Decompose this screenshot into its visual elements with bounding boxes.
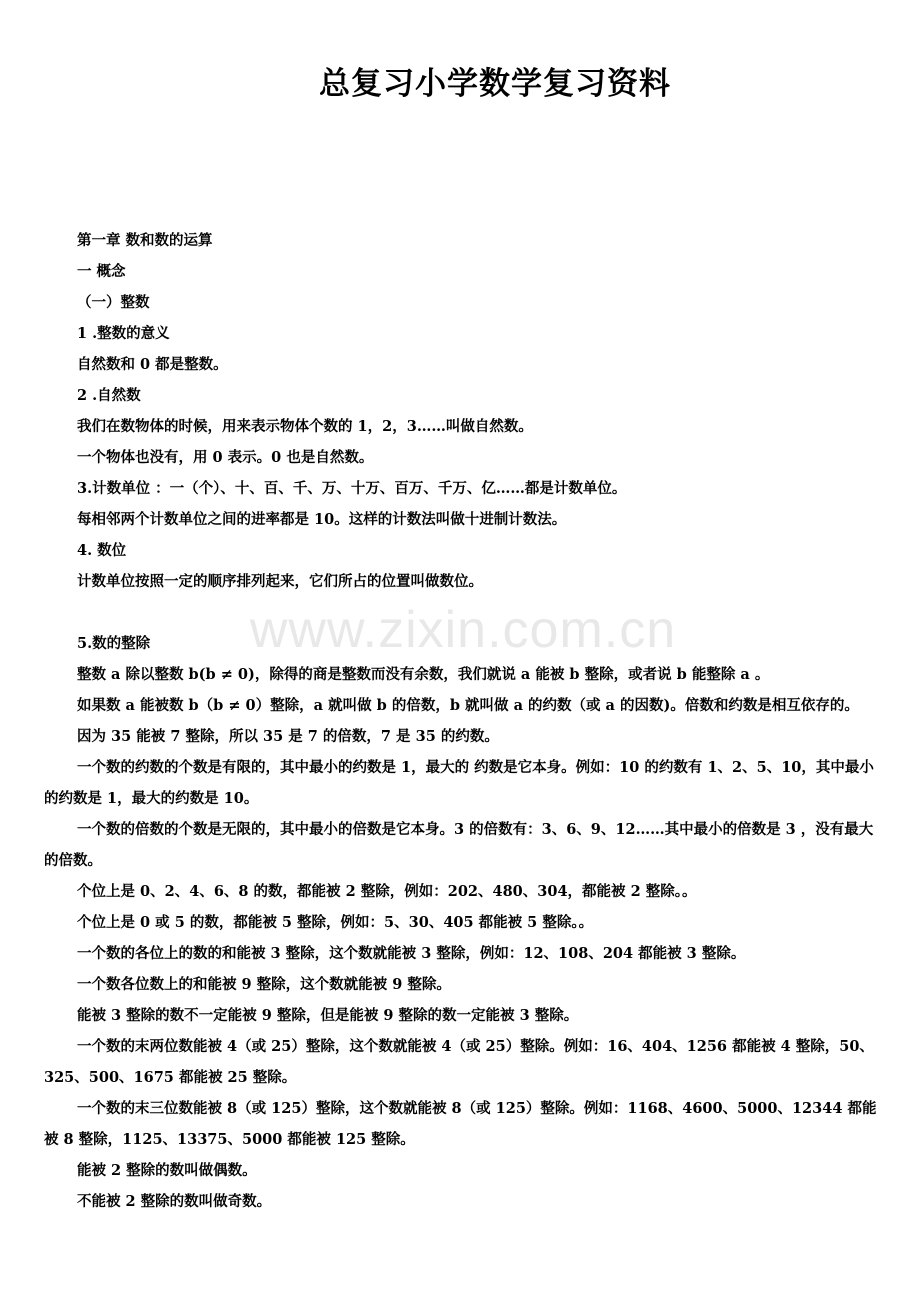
paragraph: 一个数的倍数的个数是无限的，其中最小的倍数是它本身。3 的倍数有：3、6、9、12……其中最小的倍数是 3 ，没有最大的倍数。 [44, 821, 874, 869]
text-line: 自然数和 0 都是整数。 [77, 356, 228, 373]
paragraph: 因为 35 能被 7 整除，所以 35 是 7 的倍数，7 是 35 的约数。 [77, 728, 499, 745]
chapter-heading: 第一章 数和数的运算 [77, 232, 213, 249]
watermark: www.zixin.com.cn [249, 601, 677, 659]
paragraph: 能被 2 整除的数叫做偶数。 [77, 1162, 257, 1179]
text-line: 计数单位按照一定的顺序排列起来，它们所占的位置叫做数位。 [77, 573, 483, 590]
section-heading: 一 概念 [77, 263, 126, 280]
text-line: 整数 a 除以整数 b(b ≠ 0)，除得的商是整数而没有余数，我们就说 a 能被 b 整除，或者说 b 能整除 a 。 [77, 666, 770, 683]
item-heading: 5.数的整除 [77, 635, 151, 652]
text-line: 3.计数单位 ：一（个）、十、百、千、万、十万、百万、千万、亿……都是计数单位。 [77, 480, 627, 497]
paragraph: 一个数各位数上的和能被 9 整除，这个数就能被 9 整除。 [77, 976, 451, 993]
paragraph: 个位上是 0 或 5 的数，都能被 5 整除，例如：5、30、405 都能被 5 整除。。 [77, 914, 594, 931]
document-body [44, 225, 880, 1217]
paragraph: 一个数的约数的个数是有限的，其中最小的约数是 1，最大的 约数是它本身。例如：10 的约数有 1、2、5、10，其中最小的约数是 1，最大的约数是 10。 [44, 759, 874, 807]
text-line: 一个物体也没有，用 0 表示。0 也是自然数。 [77, 449, 374, 466]
text-line: 我们在数物体的时候，用来表示物体个数的 1，2，3……叫做自然数。 [77, 418, 533, 435]
paragraph: 一个数的各位上的数的和能被 3 整除，这个数就能被 3 整除，例如：12、108、204 都能被 3 整除。 [77, 945, 746, 962]
spacer [44, 597, 880, 628]
paragraph: 如果数 a 能被数 b（b ≠ 0）整除，a 就叫做 b 的倍数，b 就叫做 a 的约数（或 a 的因数)。倍数和约数是相互依存的。 [77, 697, 859, 714]
item-heading: 1 .整数的意义 [77, 325, 170, 342]
paragraph: 能被 3 整除的数不一定能被 9 整除，但是能被 9 整除的数一定能被 3 整除。 [77, 1007, 579, 1024]
paragraph: 不能被 2 整除的数叫做奇数。 [77, 1193, 272, 1210]
item-heading: 4. 数位 [77, 542, 127, 559]
text-line: 每相邻两个计数单位之间的进率都是 10。这样的计数法叫做十进制计数法。 [77, 511, 567, 528]
paragraph: 个位上是 0、2、4、6、8 的数，都能被 2 整除，例如：202、480、304，都能被 2 整除。。 [77, 883, 697, 900]
item-heading: 2 .自然数 [77, 387, 141, 404]
subsection-heading: （一）整数 [77, 294, 150, 311]
paragraph: 一个数的末两位数能被 4（或 25）整除，这个数就能被 4（或 25）整除。例如：16、404、1256 都能被 4 整除，50、325、500、1675 都能被 25 整除。 [44, 1038, 874, 1086]
paragraph: 一个数的末三位数能被 8（或 125）整除，这个数就能被 8（或 125）整除。例如：1168、4600、5000、12344 都能被 8 整除，1125、13375、5000 都能被 125 整除。 [44, 1100, 877, 1148]
document-title: 总复习小学数学复习资料 [319, 66, 671, 102]
